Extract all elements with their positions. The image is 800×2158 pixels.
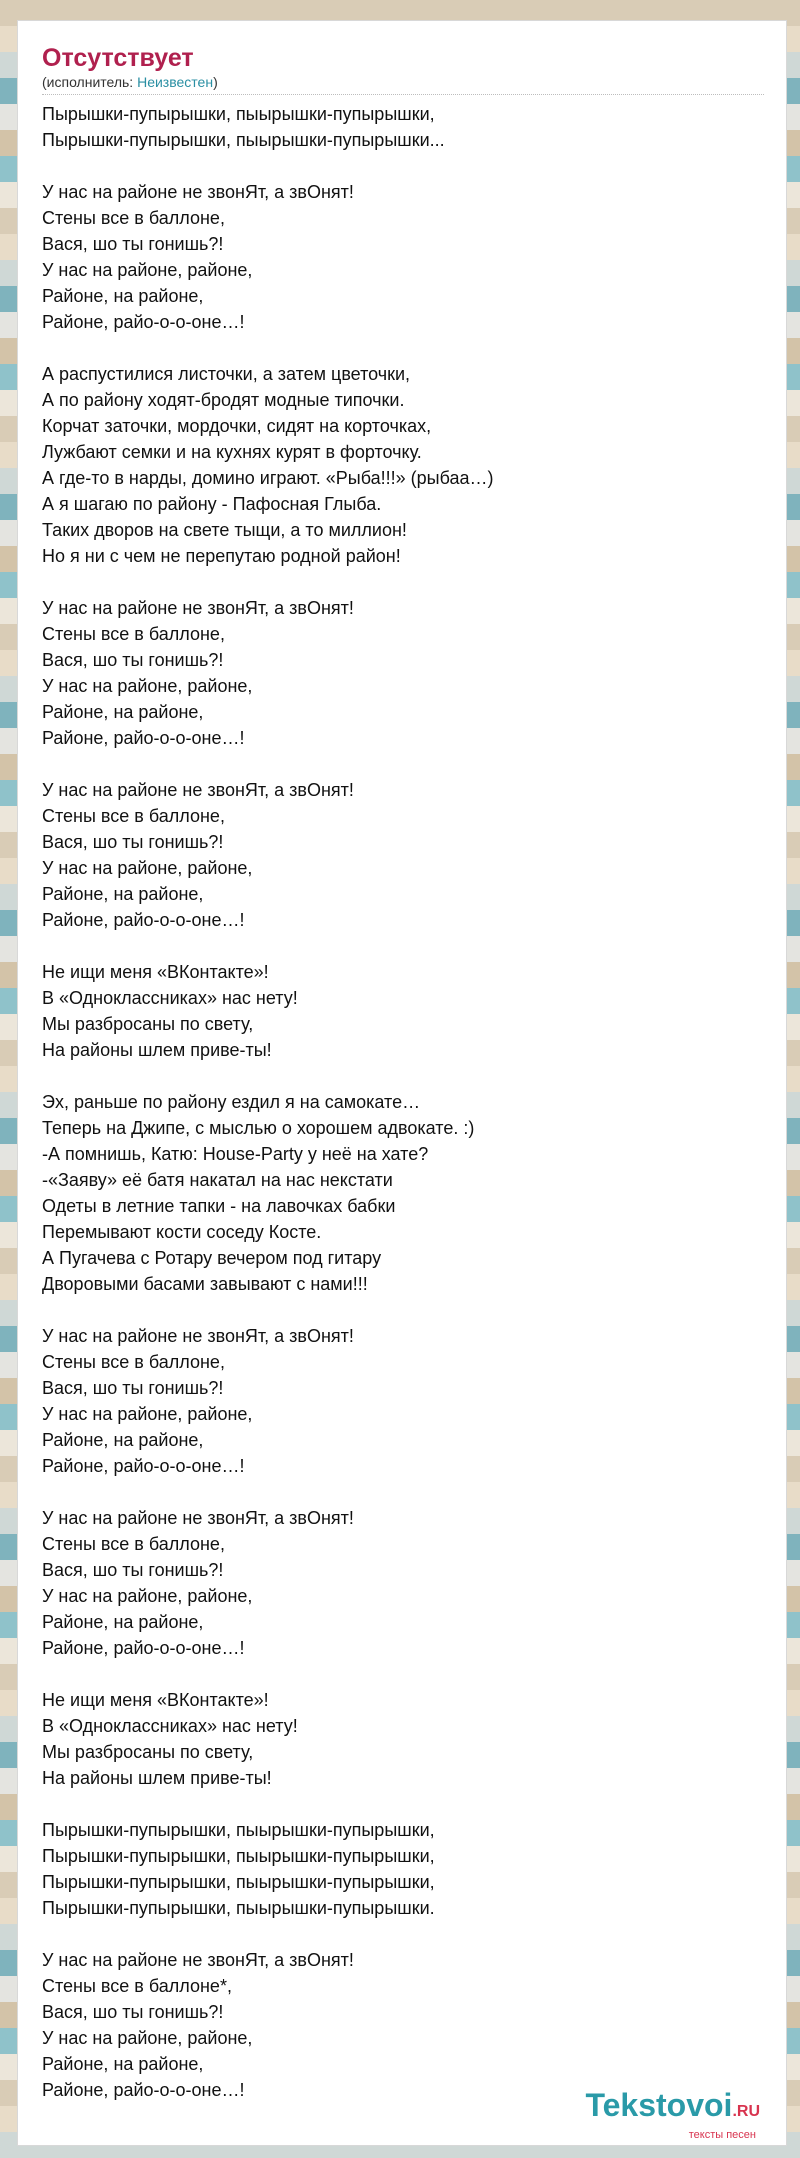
lyrics-line: -А помнишь, Катю: House-Party у неё на хате? xyxy=(42,1144,429,1164)
lyrics-line: Мы разбросаны по свету, xyxy=(42,1014,254,1034)
lyrics-line: У нас на районе не звонЯт, а звОнят! xyxy=(42,182,354,202)
lyrics-line: Районе, на районе, xyxy=(42,884,204,904)
lyrics-line: Мы разбросаны по свету, xyxy=(42,1742,254,1762)
song-header xyxy=(42,43,764,95)
lyrics-stanza xyxy=(42,1687,772,1791)
logo-tagline: тексты песен xyxy=(688,2129,756,2141)
lyrics-line: А распустилися листочки, а затем цветочки, xyxy=(42,364,411,384)
lyrics-line: У нас на районе, районе, xyxy=(42,1586,253,1606)
lyrics-line: А Пугачева с Ротару вечером под гитару xyxy=(42,1248,382,1268)
lyrics-line: Пырышки-пупырышки, пыырышки-пупырышки, xyxy=(42,1846,435,1866)
lyrics-line: Стены все в баллоне, xyxy=(42,208,225,228)
lyrics-line: Районе, райо-о-о-оне…! xyxy=(42,728,245,748)
lyrics-line: Районе, на районе, xyxy=(42,1612,204,1632)
lyrics-line: Районе, на районе, xyxy=(42,2054,204,2074)
lyrics-line: Таких дворов на свете тыщи, а то миллион! xyxy=(42,520,407,540)
lyrics-line: Вася, шо ты гонишь?! xyxy=(42,1378,224,1398)
lyrics-line: Пырышки-пупырышки, пыырышки-пупырышки. xyxy=(42,1898,435,1918)
lyrics-line: Вася, шо ты гонишь?! xyxy=(42,2002,224,2022)
byline-prefix: (исполнитель: xyxy=(42,74,138,90)
lyrics-stanza xyxy=(42,179,772,335)
lyrics-line: Вася, шо ты гонишь?! xyxy=(42,234,224,254)
lyrics-line: Районе, райо-о-о-оне…! xyxy=(42,1638,245,1658)
artist-link[interactable]: Неизвестен xyxy=(137,74,214,90)
lyrics-line: Стены все в баллоне, xyxy=(42,624,225,644)
lyrics-line: А где-то в нарды, домино играют. «Рыба!!!» (рыбаа…) xyxy=(42,468,494,488)
lyrics-stanza xyxy=(42,1089,772,1297)
lyrics-line: Лужбают семки и на кухнях курят в форточку. xyxy=(42,442,422,462)
byline-suffix: ) xyxy=(213,74,218,90)
lyrics-line: Стены все в баллоне, xyxy=(42,1352,225,1372)
lyrics-stanza xyxy=(42,361,772,569)
lyrics-stanza xyxy=(42,1817,772,1921)
lyrics-line: Пырышки-пупырышки, пыырышки-пупырышки, xyxy=(42,1820,435,1840)
lyrics-line: У нас на районе не звонЯт, а звОнят! xyxy=(42,1326,354,1346)
lyrics-line: У нас на районе не звонЯт, а звОнят! xyxy=(42,1508,354,1528)
lyrics-stanza xyxy=(42,101,772,153)
lyrics-line: Районе, на районе, xyxy=(42,702,204,722)
song-title: Отсутствует xyxy=(42,44,194,72)
logo-domain: .RU xyxy=(732,2103,760,2120)
lyrics-line: Вася, шо ты гонишь?! xyxy=(42,1560,224,1580)
lyrics-line: А по району ходят-бродят модные типочки. xyxy=(42,390,405,410)
lyrics-line: -«Заяву» её батя накатал на нас некстати xyxy=(42,1170,393,1190)
lyrics-stanza xyxy=(42,595,772,751)
lyrics-line: Не ищи меня «ВКонтакте»! xyxy=(42,962,269,982)
lyrics-line: У нас на районе не звонЯт, а звОнят! xyxy=(42,780,354,800)
lyrics-line: Корчат заточки, мордочки, сидят на корточках, xyxy=(42,416,432,436)
lyrics-line: Дворовыми басами завывают с нами!!! xyxy=(42,1274,368,1294)
lyrics-line: Теперь на Джипе, с мыслью о хорошем адвокате. :) xyxy=(42,1118,475,1138)
lyrics-line: У нас на районе, районе, xyxy=(42,1404,253,1424)
lyrics-line: В «Одноклассниках» нас нету! xyxy=(42,1716,298,1736)
lyrics-line: Стены все в баллоне, xyxy=(42,806,225,826)
lyrics-line: Не ищи меня «ВКонтакте»! xyxy=(42,1690,269,1710)
lyrics-line: Стены все в баллоне*, xyxy=(42,1976,232,1996)
lyrics-line: Районе, райо-о-о-оне…! xyxy=(42,2080,245,2100)
lyrics-stanza xyxy=(42,777,772,933)
lyrics-line: Пырышки-пупырышки, пыырышки-пупырышки, xyxy=(42,1872,435,1892)
lyrics-stanza xyxy=(42,1323,772,1479)
logo-name: Tekstovoi xyxy=(585,2087,733,2123)
site-logo[interactable] xyxy=(550,2088,760,2141)
lyrics-line: Пырышки-пупырышки, пыырышки-пупырышки... xyxy=(42,130,445,150)
lyrics-line: Перемывают кости соседу Косте. xyxy=(42,1222,322,1242)
lyrics-line: На районы шлем приве-ты! xyxy=(42,1040,272,1060)
logo-wordmark xyxy=(550,2088,760,2129)
lyrics-line: Районе, райо-о-о-оне…! xyxy=(42,910,245,930)
lyrics-line: В «Одноклассниках» нас нету! xyxy=(42,988,298,1008)
lyrics-line: Стены все в баллоне, xyxy=(42,1534,225,1554)
lyrics-line: У нас на районе, районе, xyxy=(42,858,253,878)
lyrics-line: Эх, раньше по району ездил я на самокате… xyxy=(42,1092,421,1112)
lyrics-stanza xyxy=(42,1505,772,1661)
lyrics-line: У нас на районе, районе, xyxy=(42,676,253,696)
lyrics-line: У нас на районе не звонЯт, а звОнят! xyxy=(42,598,354,618)
lyrics-text xyxy=(42,101,772,2129)
lyrics-line: А я шагаю по району - Пафосная Глыба. xyxy=(42,494,382,514)
lyrics-stanza xyxy=(42,1947,772,2103)
lyrics-line: Районе, на районе, xyxy=(42,1430,204,1450)
lyrics-line: На районы шлем приве-ты! xyxy=(42,1768,272,1788)
lyrics-line: У нас на районе, районе, xyxy=(42,260,253,280)
lyrics-line: У нас на районе не звонЯт, а звОнят! xyxy=(42,1950,354,1970)
lyrics-line: У нас на районе, районе, xyxy=(42,2028,253,2048)
lyrics-page xyxy=(17,20,787,2146)
lyrics-line: Районе, на районе, xyxy=(42,286,204,306)
lyrics-line: Одеты в летние тапки - на лавочках бабки xyxy=(42,1196,396,1216)
lyrics-stanza xyxy=(42,959,772,1063)
lyrics-line: Районе, райо-о-о-оне…! xyxy=(42,312,245,332)
lyrics-line: Пырышки-пупырышки, пыырышки-пупырышки, xyxy=(42,104,435,124)
lyrics-line: Районе, райо-о-о-оне…! xyxy=(42,1456,245,1476)
lyrics-line: Вася, шо ты гонишь?! xyxy=(42,650,224,670)
lyrics-line: Но я ни с чем не перепутаю родной район! xyxy=(42,546,401,566)
song-byline xyxy=(42,73,764,91)
lyrics-line: Вася, шо ты гонишь?! xyxy=(42,832,224,852)
